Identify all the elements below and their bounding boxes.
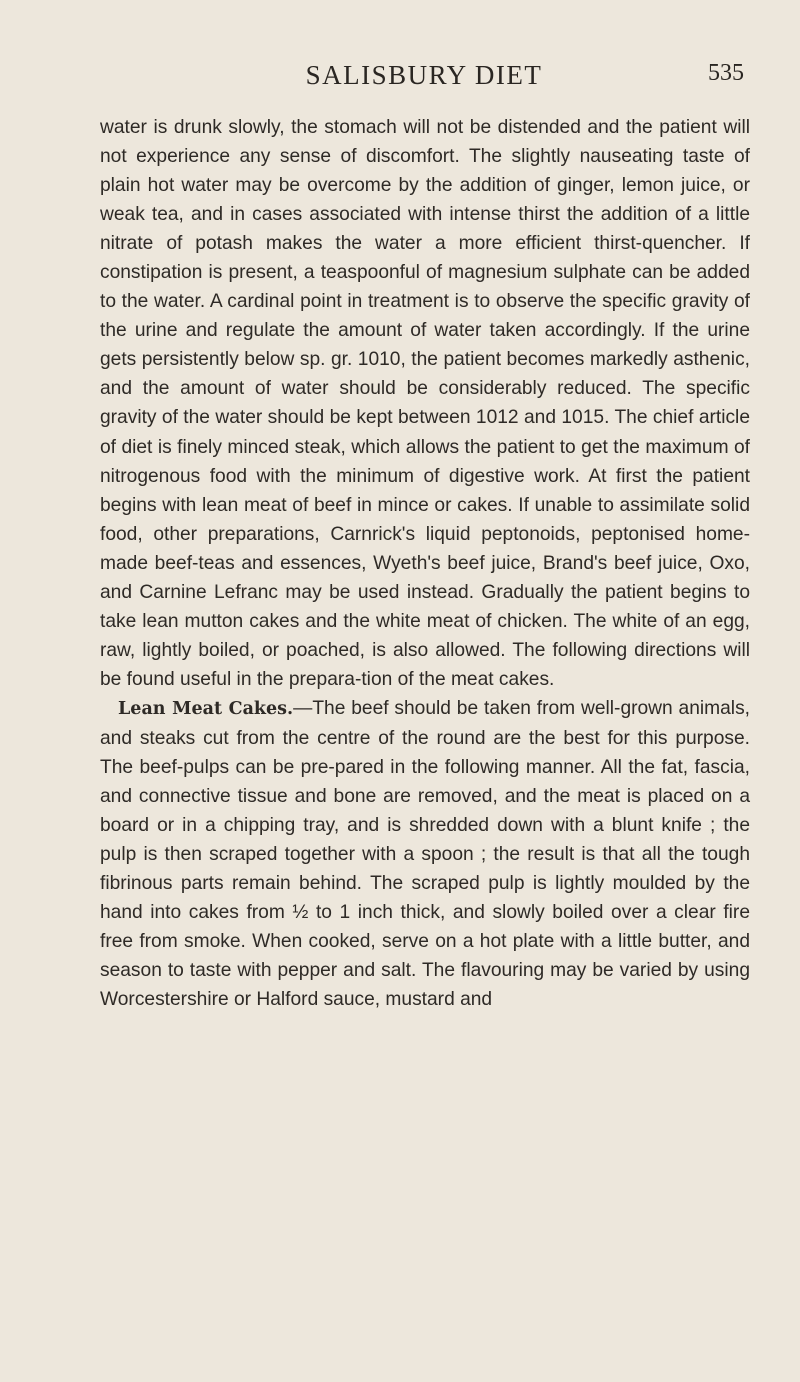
section-heading: Lean Meat Cakes. (118, 698, 294, 719)
paragraph: water is drunk slowly, the stomach will not be distended and the patient will not experience any sense of discomfort. The slightly nauseating taste of plain hot water may be overcome by the addition of ginger, lemon juice, or weak tea, and in cases associated with intense thirst the addition of a little nitrate of potash makes the water a more efficient thirst-quencher. If constipation is present, a teaspoonful of magnesium sulphate can be added to the water. A cardinal point in treatment is to observe the specific gravity of the urine and regulate the amount of water taken accordingly. If the urine gets persistently below sp. gr. 1010, the patient becomes markedly asthenic, and the amount of water should be considerably reduced. The specific gravity of the water should be kept between 1012 and 1015. The chief article of diet is finely minced steak, which allows the patient to get the maximum of nitrogenous food with the minimum of digestive work. At first the patient begins with lean meat of beef in mince or cakes. If unable to assimilate solid food, other preparations, Carnrick's liquid peptonoids, peptonised home-made beef-teas and essences, Wyeth's beef juice, Brand's beef juice, Oxo, and Carnine Lefranc may be used instead. Gradually the patient begins to take lean mutton cakes and the white meat of chicken. The white of an egg, raw, lightly boiled, or poached, is also allowed. The following directions will be found useful in the prepara-tion of the meat cakes. (100, 117, 750, 690)
running-head (98, 60, 750, 94)
page-number: 535 (708, 60, 744, 86)
running-title: SALISBURY DIET (305, 60, 543, 90)
body-text (100, 113, 750, 1014)
paragraph (100, 694, 750, 1015)
paragraph-text: —The beef should be taken from well-grown animals, and steaks cut from the centre of the round are the best for this purpose. The beef-pulps can be pre-pared in the following manner. All the fat, fascia, and connective tissue and bone are removed, and the meat is placed on a board or in a chipping tray, and is shredded down with a blunt knife ; the pulp is then scraped together with a spoon ; the result is that all the tough fibrinous parts remain behind. The scraped pulp is lightly moulded by the hand into cakes from ½ to 1 inch thick, and slowly boiled over a clear fire free from smoke. When cooked, serve on a hot plate with a little butter, and season to taste with pepper and salt. The flavouring may be varied by using Worcestershire or Halford sauce, mustard and (100, 697, 750, 1011)
